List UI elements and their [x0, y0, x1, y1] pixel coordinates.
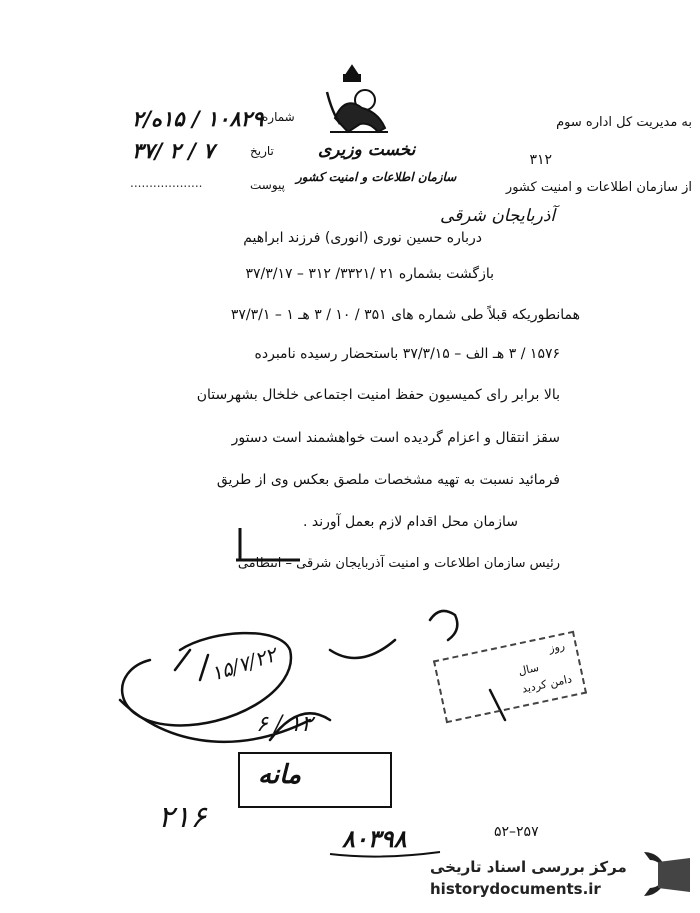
handwritten-note-1: ۱۵/۷/۲۲ — [207, 642, 280, 686]
stamp-filed: دامن کردید — [520, 672, 574, 696]
body-line-4: سقز انتقال و اعزام گردیده است خواهشمند است دستور — [231, 430, 560, 446]
body-line-3: بالا برابر رای کمیسیون حفظ امنیت اجتماعی خلخال بشهرستان — [196, 387, 560, 403]
body-line-5: فرمائید نسبت به تهیه مشخصات ملصق بعکس وی از طریق — [216, 472, 560, 488]
handwritten-note-2: ۶ / ۱۲ — [256, 712, 313, 737]
body-line-2: ۱۵۷۶ / ۳ هـ الف – ۳۷/۳/۱۵ باستحضار رسیده نامبرده — [254, 346, 560, 362]
handwritten-province: آذربایجان شرقی — [440, 206, 556, 226]
body-line-1: همانطوریکه قبلاً طی شماره های ۳۵۱ / ۱۰ / ۳ هـ ۱ – ۳۷/۳/۱ — [230, 307, 580, 323]
addressee: به مدیریت کل اداره سوم — [556, 115, 692, 130]
reference-line: بازگشت بشماره ۲۱ /۳۳۲۱/ ۳۱۲ – ۳۷/۳/۱۷ — [245, 266, 494, 282]
number-value: ۱۰۸۲۹ / ۱۵ه/۲ — [132, 106, 264, 131]
archive-code: ۵۲–۲۵۷ — [494, 824, 539, 840]
number-label: شماره — [262, 110, 295, 124]
date-value: ۳۷/ ۲ / ۷ — [132, 138, 215, 163]
stamp-day: روز — [547, 639, 566, 656]
date-label: تاریخ — [250, 144, 274, 158]
agency-name: سازمان اطلاعات و امنیت کشور — [296, 170, 457, 184]
code: ۳۱۲ — [529, 152, 552, 168]
archive-stamp-text: مانه — [258, 760, 302, 790]
signature-line: رئیس سازمان اطلاعات و امنیت آذربایجان شرقی – انتظامی — [237, 556, 560, 571]
agency-line: از سازمان اطلاعات و امنیت کشور — [505, 180, 692, 195]
watermark-url: historydocuments.ir — [430, 880, 601, 898]
attachment-value: ................... — [130, 176, 203, 190]
stamp-year: سال — [517, 660, 540, 678]
emblem-caption: نخست وزیری — [318, 140, 416, 160]
watermark-title: مرکز بررسی اسناد تاریخی — [430, 858, 627, 876]
handwritten-file-number: ۸۰۳۹۸ — [342, 824, 407, 853]
subject: درباره حسین نوری (انوری) فرزند ابراهیم — [243, 230, 482, 246]
body-line-6: سازمان محل اقدام لازم بعمل آورند . — [303, 514, 518, 530]
handwritten-page-number: ۲۱۶ — [158, 800, 207, 835]
attachment-label: پیوست — [250, 178, 285, 192]
